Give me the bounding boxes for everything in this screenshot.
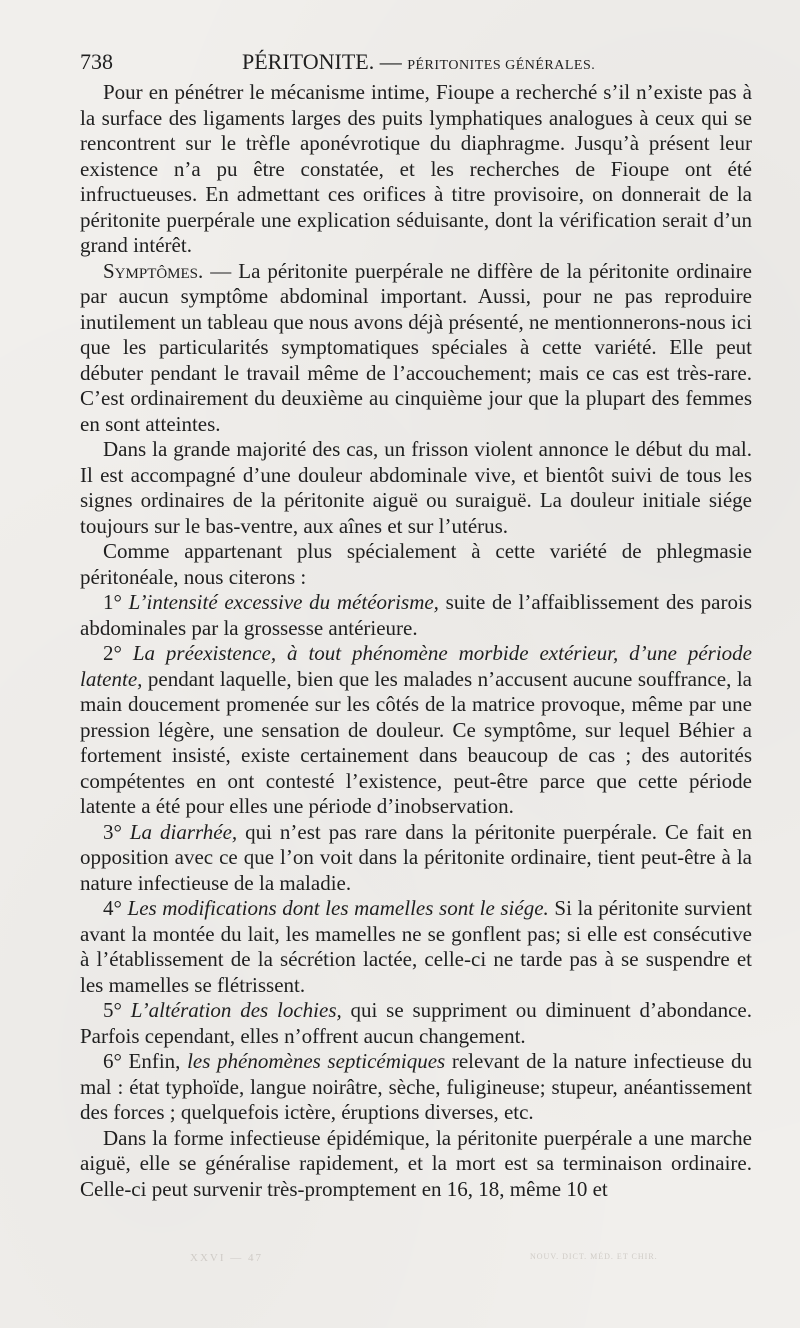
- imprint-mark: NOUV. DICT. MÉD. ET CHIR.: [530, 1252, 658, 1261]
- page-number: 738: [80, 49, 113, 74]
- list-item-text: Si la péritonite survient avant la montée du lait, les mamelles ne se gonflent pas; si elle est consécutive à l’établissement de la sécrétion lactée, celle-ci ne tarde pas à se suspendre et les mamelles se flétrissent.: [80, 896, 753, 997]
- list-number: 4°: [103, 896, 122, 920]
- paragraph-symptoms: [80, 259, 752, 438]
- list-item-italic: La diarrhée,: [129, 819, 238, 844]
- running-header: [80, 46, 752, 78]
- paragraph-text: Pour en pénétrer le mécanisme intime, Fioupe a recherché s’il n’existe pas à la surface des ligaments larges des puits lymphatiques analogues à ceux qui se rencontrent sur le trèfle aponévrotique du diaphragme. Jusqu’à présent leur existence n’a pu être constatée, et les recherches de Fioupe ont été infructueuses. En admettant ces orifices à titre provisoire, on donnerait de la péritonite puerpérale une explication séduisante, dont la vérification serait d’un grand intérêt.: [80, 80, 752, 257]
- list-number: 1°: [103, 590, 122, 614]
- running-title-main: PÉRITONITE.: [242, 49, 375, 74]
- list-item-4: [80, 896, 752, 998]
- list-item-text: suite de l’affaiblissement des parois abdominales par la grossesse antérieure.: [80, 590, 752, 640]
- running-title: [242, 46, 595, 82]
- paragraph-text: Comme appartenant plus spécialement à cette variété de phlegmasie péritonéale, nous citerons :: [80, 539, 752, 589]
- paragraph-text: Dans la forme infectieuse épidémique, la péritonite puerpérale a une marche aiguë, elle se généralise rapidement, et la mort est sa terminaison ordinaire. Celle-ci peut survenir très-promptement en 16, 18, même 10 et: [80, 1125, 752, 1201]
- paragraph-mechanism: [80, 80, 752, 259]
- bleed-through-footer: [120, 1252, 760, 1270]
- list-item-text: qui n’est pas rare dans la péritonite puerpérale. Ce fait en opposition avec ce que l’on voit dans la péritonite ordinaire, tient peut-être à la nature infectieuse de la maladie.: [80, 819, 753, 895]
- signature-mark: XXVI — 47: [190, 1252, 263, 1264]
- running-title-separator: —: [379, 49, 402, 74]
- body-text: [80, 80, 752, 1202]
- list-item-italic: La préexistence, à tout phénomène morbide extérieur, d’une période latente,: [80, 641, 753, 691]
- list-item-2: [80, 641, 752, 820]
- paragraph-onset: [80, 437, 752, 539]
- list-item-prefix: Enfin,: [128, 1049, 188, 1073]
- list-item-italic: L’altération des lochies,: [130, 998, 342, 1022]
- paragraph-epidemic: [80, 1126, 752, 1203]
- paragraph-text: La péritonite puerpérale ne diffère de la péritonite ordinaire par aucun symptôme abdominal important. Aussi, pour ne pas reproduire inutilement un tableau que nous avons déjà présenté, ne mentionnerons-nous ici que les particularités symptomatiques spéciales à cette variété. Elle peut débuter pendant le travail même de l’accouchement; mais ce cas est très-rare. C’est ordinairement du deuxième au cinquième jour que la plupart des femmes en sont atteintes.: [80, 258, 752, 436]
- list-number: 3°: [103, 819, 122, 844]
- list-item-italic: les phénomènes septicémiques: [187, 1049, 446, 1073]
- paragraph-list-intro: [80, 539, 752, 590]
- list-number: 6°: [103, 1049, 122, 1073]
- list-item-3: [80, 820, 752, 897]
- running-title-subtitle: PÉRITONITES GÉNÉRALES.: [407, 58, 596, 73]
- list-item-text: pendant laquelle, bien que les malades n’accusent aucune souffrance, la main doucement promenée sur les côtés de la matrice provoque, même par une pression légère, une sensation de douleur. Ce symptôme, sur lequel Béhier a fortement insisté, existe certainement dans beaucoup de cas ; des autorités compétentes en ont contesté l’existence, peut-être parce que cette période latente a été pour elles une période d’inobservation.: [80, 666, 752, 818]
- list-item-5: [80, 998, 752, 1049]
- list-item-italic: Les modifications dont les mamelles sont le siége.: [127, 896, 549, 920]
- list-item-1: [80, 590, 752, 641]
- list-item-6: [80, 1049, 752, 1126]
- list-number: 5°: [103, 998, 122, 1022]
- section-lead-symptoms: Symptômes. —: [103, 258, 239, 283]
- list-item-text: qui se suppriment ou diminuent d’abondance. Parfois cependant, elles n’offrent aucun changement.: [80, 998, 753, 1048]
- list-number: 2°: [103, 641, 122, 665]
- paragraph-text: Dans la grande majorité des cas, un frisson violent annonce le début du mal. Il est accompagné d’une douleur abdominale vive, et bientôt suivi de tous les signes ordinaires de la péritonite aiguë ou suraiguë. La douleur initiale siége toujours sur le bas-ventre, aux aînes et sur l’utérus.: [80, 437, 752, 538]
- list-item-italic: L’intensité excessive du météorisme,: [128, 590, 439, 614]
- list-item-text: relevant de la nature infectieuse du mal : état typhoïde, langue noirâtre, sèche, fuligineuse; stupeur, anéantissement des forces ; quelquefois ictère, éruptions diverses, etc.: [80, 1049, 752, 1124]
